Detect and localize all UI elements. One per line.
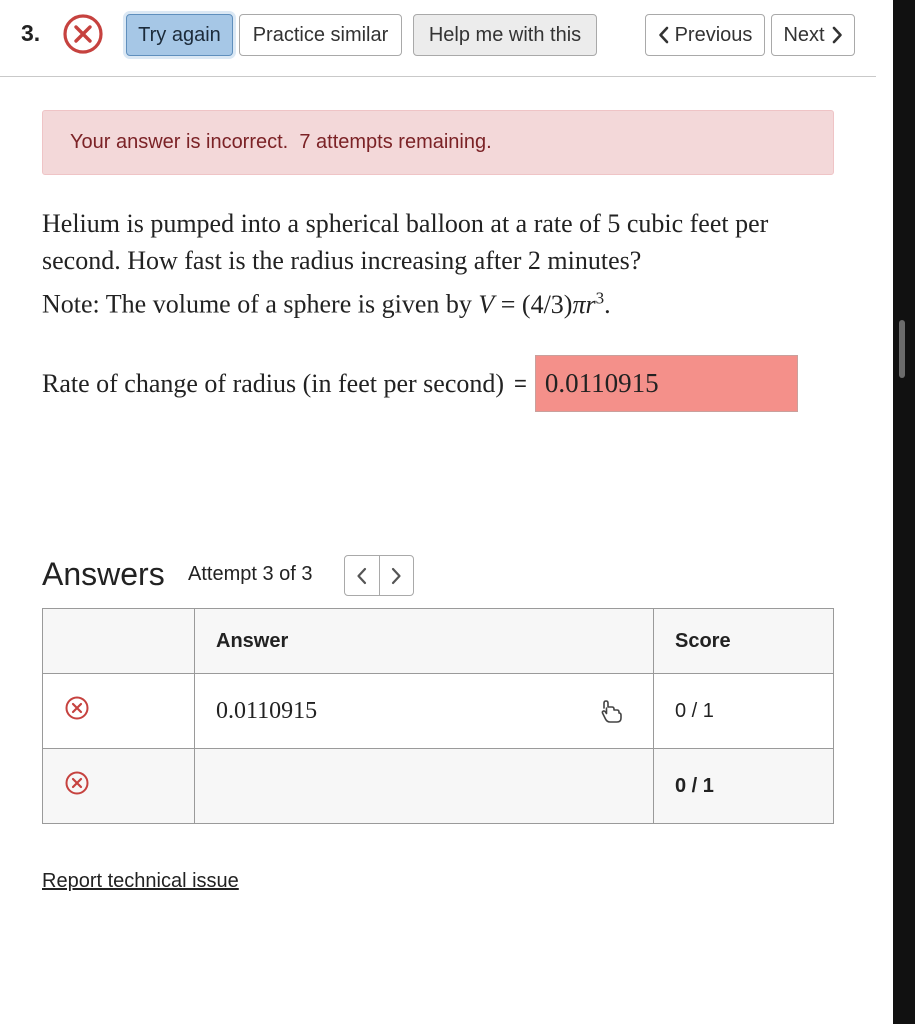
header-score: Score [654, 609, 834, 674]
question-text [42, 205, 842, 323]
practice-similar-button[interactable] [239, 14, 402, 56]
formula-exp: 3 [595, 288, 605, 307]
row-answer-cell [195, 749, 654, 824]
previous-button[interactable] [645, 14, 765, 56]
header-answer: Answer [195, 609, 654, 674]
practice-similar-label: Practice similar [252, 23, 389, 46]
answer-row [42, 355, 798, 412]
volume-formula [478, 290, 610, 319]
table-row [43, 674, 834, 749]
question-line-2: second. How fast is the radius increasing after 2 minutes? [42, 246, 642, 275]
answer-input[interactable] [535, 355, 798, 412]
scrollbar-track[interactable] [893, 0, 915, 1024]
chevron-right-icon [390, 567, 402, 585]
question-toolbar [0, 0, 876, 77]
header-status [43, 609, 195, 674]
x-circle-icon [64, 695, 90, 721]
note-prefix: Note: The volume of a sphere is given by [42, 289, 479, 319]
row-score-cell: 0 / 1 [654, 749, 834, 824]
attempt-next-button[interactable] [379, 556, 414, 595]
x-circle-icon [62, 13, 104, 55]
row-status-cell [43, 749, 195, 824]
answer-label: Rate of change of radius (in feet per second) [42, 368, 505, 398]
table-header-row [43, 609, 834, 674]
try-again-label: Try again [138, 23, 221, 46]
incorrect-alert [42, 110, 834, 175]
attempt-prev-button[interactable] [345, 556, 379, 595]
row-answer-value: 0.0110915 [216, 697, 318, 724]
attempt-pager [344, 555, 414, 596]
x-circle-icon [64, 770, 90, 796]
next-label: Next [783, 23, 825, 46]
formula-end: . [604, 289, 611, 319]
formula-pi: π [572, 289, 586, 319]
hand-pointer-icon[interactable] [599, 698, 625, 724]
formula-v: V [478, 289, 495, 319]
row-score-cell: 0 / 1 [654, 674, 834, 749]
help-me-label: Help me with this [428, 23, 582, 46]
alert-message: Your answer is incorrect. 7 attempts remaining. [70, 131, 492, 153]
scrollbar-thumb[interactable] [899, 320, 905, 378]
chevron-left-icon [658, 26, 670, 44]
chevron-left-icon [356, 567, 368, 585]
report-technical-issue-link[interactable]: Report technical issue [42, 870, 239, 892]
row-answer-cell [195, 674, 654, 749]
question-line-1: Helium is pumped into a spherical balloon at a rate of 5 cubic feet per [42, 209, 769, 238]
equals-sign: = [514, 370, 527, 396]
previous-label: Previous [674, 23, 753, 46]
table-row [43, 749, 834, 824]
try-again-button[interactable] [126, 14, 233, 56]
question-number: 3. [21, 20, 41, 46]
question-note [42, 279, 842, 323]
answers-title: Answers [42, 556, 165, 592]
attempt-counter: Attempt 3 of 3 [188, 563, 313, 585]
chevron-right-icon [831, 26, 843, 44]
formula-r: r [585, 289, 596, 319]
row-status-cell [43, 674, 195, 749]
help-me-button[interactable] [413, 14, 597, 56]
formula-eq: = (4/3) [494, 289, 573, 319]
next-button[interactable] [771, 14, 855, 56]
answers-table [42, 608, 834, 824]
